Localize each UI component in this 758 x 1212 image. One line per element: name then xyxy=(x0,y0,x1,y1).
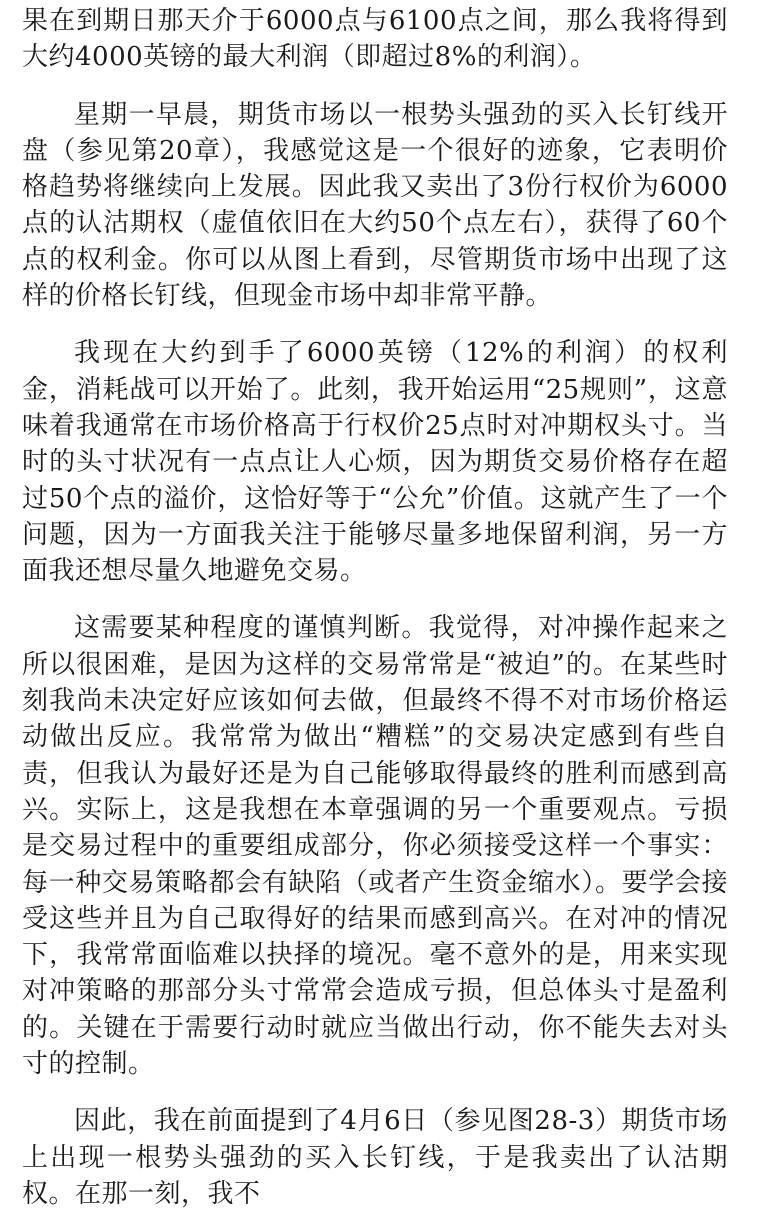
paragraph-3: 我现在大约到手了6000英镑（12%的利润）的权利金，消耗战可以开始了。此刻，我开始运用“25规则”，这意味着我通常在市场价格高于行权价25点时对冲期权头寸。当时的头寸状况有一点点让人心烦，因为期货交易价格存在超过50个点的溢价，这恰好等于“公允”价值。这就产生了一个问题，因为一方面我关注于能够尽量多地保留利润，另一方面我还想尽量久地避免交易。 xyxy=(22,338,728,587)
paragraph-spacer xyxy=(22,1082,728,1103)
paragraph-spacer xyxy=(22,76,728,97)
paragraph-5: 因此，我在前面提到了4月6日（参见图28-3）期货市场上出现一根势头强劲的买入长钉线，于是我卖出了认沽期权。在那一刻，我不 xyxy=(22,1106,728,1209)
paragraph-2: 星期一早晨，期货市场以一根势头强劲的买入长钉线开盘（参见第20章），我感觉这是一个很好的迹象，它表明价格趋势将继续向上发展。因此我又卖出了3份行权价为6000点的认沽期权（虚值依旧在大约50个点左右），获得了60个点的权利金。你可以从图上看到，尽管期货市场中出现了这样的价格长钉线，但现金市场中却非常平静。 xyxy=(22,99,728,312)
paragraph-4: 这需要某种程度的谨慎判断。我觉得，对冲操作起来之所以很困难，是因为这样的交易常常是“被迫”的。在某些时刻我尚未决定好应该如何去做，但最终不得不对市场价格运动做出反应。我常常为做出“糟糕”的交易决定感到有些自责，但我认为最好还是为自己能够取得最终的胜利而感到高兴。实际上，这是我想在本章强调的另一个重要观点。亏损是交易过程中的重要组成部分，你必须接受这样一个事实：每一种交易策略都会有缺陷（或者产生资金缩水）。要学会接受这些并且为自己取得好的结果而感到高兴。在对冲的情况下，我常常面临难以抉择的境况。毫不意外的是，用来实现对冲策略的那部分头寸常常会造成亏损，但总体头寸是盈利的。关键在于需要行动时就应当做出行动，你不能失去对头寸的控制。 xyxy=(22,613,728,1080)
paragraph-spacer xyxy=(22,314,728,335)
paragraph-1: 果在到期日那天介于6000点与6100点之间，那么我将得到大约4000英镑的最大利润（即超过8%的利润）。 xyxy=(22,6,728,73)
paragraph-spacer xyxy=(22,589,728,610)
